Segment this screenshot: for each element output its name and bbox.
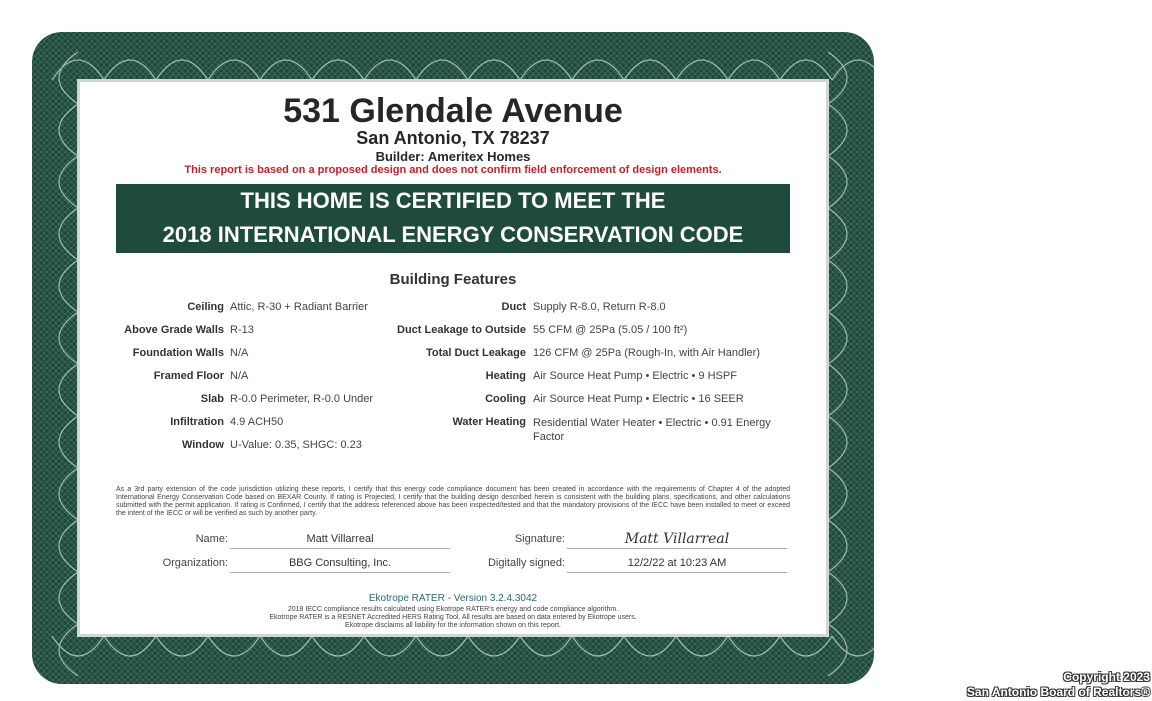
feature-value-above-grade-walls: R-13 <box>230 324 254 336</box>
feature-value-framed-floor: N/A <box>230 370 249 382</box>
banner-line-1: THIS HOME IS CERTIFIED TO MEET THE <box>240 188 666 213</box>
feature-label-ceiling: Ceiling <box>187 301 224 313</box>
feature-value-window: U-Value: 0.35, SHGC: 0.23 <box>230 439 362 451</box>
design-disclaimer: This report is based on a proposed design and does not confirm field enforcement of design elements. <box>184 164 722 176</box>
feature-value-foundation-walls: N/A <box>230 347 249 359</box>
footer-line-1: 2018 IECC compliance results calculated using Ekotrope RATER's energy and code compliance algorithm. <box>287 606 619 613</box>
feature-label-above-grade-walls: Above Grade Walls <box>124 324 224 336</box>
building-features-heading: Building Features <box>389 271 517 288</box>
certification-banner <box>116 184 790 253</box>
copyright-line-1: Copyright 2023 <box>1063 670 1150 684</box>
feature-value-ceiling: Attic, R-30 + Radiant Barrier <box>230 301 368 313</box>
banner-line-2: 2018 INTERNATIONAL ENERGY CONSERVATION CODE <box>162 222 744 247</box>
feature-value-cooling: Air Source Heat Pump • Electric • 16 SEER <box>533 393 744 405</box>
copyright-watermark <box>967 670 1150 700</box>
page-title: 531 Glendale Avenue <box>283 92 623 130</box>
feature-label-infiltration: Infiltration <box>170 416 224 428</box>
feature-label-heating: Heating <box>485 370 526 382</box>
name-label: Name: <box>195 533 228 545</box>
feature-value-total-duct-leakage: 126 CFM @ 25Pa (Rough-In, with Air Handler) <box>533 347 760 359</box>
footer-line-2: Ekotrope RATER is a RESNET Accredited HERS Rating Tool. All results are based on data entered by Ekotrope users. <box>269 614 637 621</box>
feature-label-duct: Duct <box>501 301 526 313</box>
address-subtitle: San Antonio, TX 78237 <box>356 128 550 148</box>
name-value: Matt Villarreal <box>230 533 450 549</box>
digitally-signed-label: Digitally signed: <box>487 557 565 569</box>
feature-label-window: Window <box>181 439 224 451</box>
feature-label-foundation-walls: Foundation Walls <box>132 347 224 359</box>
feature-value-infiltration: 4.9 ACH50 <box>230 416 284 428</box>
feature-value-duct-leakage-outside: 55 CFM @ 25Pa (5.05 / 100 ft²) <box>533 324 688 336</box>
signature-label: Signature: <box>514 533 565 545</box>
feature-value-slab: R-0.0 Perimeter, R-0.0 Under <box>230 393 374 405</box>
feature-label-framed-floor: Framed Floor <box>153 370 224 382</box>
software-disclaimer <box>80 606 826 630</box>
feature-label-duct-leakage-outside: Duct Leakage to Outside <box>397 324 526 336</box>
organization-label: Organization: <box>162 557 228 569</box>
feature-label-cooling: Cooling <box>485 393 526 405</box>
signature-value: Matt Villarreal <box>567 531 787 549</box>
builder-line: Builder: Ameritex Homes <box>375 149 531 164</box>
feature-value-duct: Supply R-8.0, Return R-8.0 <box>533 301 666 313</box>
certification-statement: As a 3rd party extension of the code jurisdiction utilizing these reports, I certify that this energy code compliance document has been created in accordance with the requirements of Chapter 4 of the adopted International Energy Conservation Code based on BEXAR County. If rating is Projected, I certify that the building design described herein is consistent with the building plans, specifications, and other calculations submitted with the permit application. If rating is Confirmed, I certify that the address referenced above has been inspected/tested and that the mandatory provisions of the IECC have been installed to meet or exceed the intent of the IECC or will be verified as such by another party. <box>116 486 790 517</box>
feature-label-total-duct-leakage: Total Duct Leakage <box>425 347 526 359</box>
digitally-signed-value: 12/2/22 at 10:23 AM <box>567 557 787 573</box>
feature-label-slab: Slab <box>200 393 224 405</box>
software-version: Ekotrope RATER - Version 3.2.4.3042 <box>368 593 538 604</box>
feature-value-heating: Air Source Heat Pump • Electric • 9 HSPF <box>533 370 737 382</box>
footer-line-3: Ekotrope disclaims all liability for the information shown on this report. <box>345 622 561 629</box>
organization-value: BBG Consulting, Inc. <box>230 557 450 573</box>
copyright-line-2: San Antonio Board of Realtors® <box>966 685 1150 699</box>
feature-value-water-heating: Residential Water Heater • Electric • 0.91 Energy Factor <box>533 417 771 443</box>
feature-label-water-heating: Water Heating <box>452 416 526 428</box>
